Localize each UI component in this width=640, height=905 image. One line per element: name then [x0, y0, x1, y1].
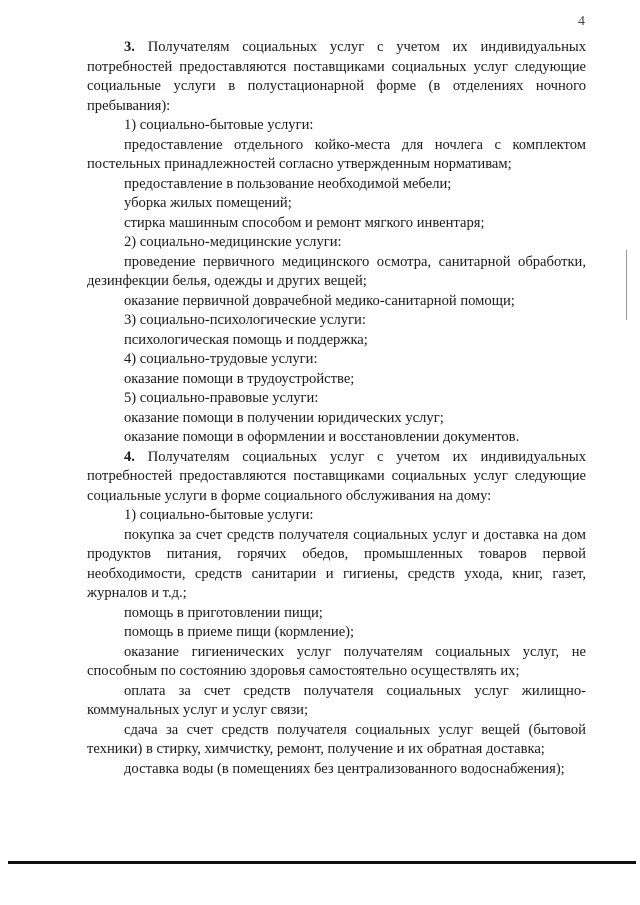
- list-item: оказание гигиенических услуг получателям социальных услуг, не способным по состоянию здоровья самостоятельно осуществлять их;: [87, 643, 586, 679]
- list-item: проведение первичного медицинского осмотра, санитарной обработки, дезинфекции белья, одежды и других вещей;: [87, 253, 586, 289]
- list-heading: 5) социально-правовые услуги:: [124, 390, 319, 406]
- list-item: психологическая помощь и поддержка;: [124, 331, 368, 348]
- list-item: доставка воды (в помещениях без централизованного водоснабжения);: [124, 760, 565, 777]
- document-body: [87, 38, 586, 779]
- list-heading: 2) социально-медицинские услуги:: [124, 234, 342, 250]
- paragraph-text: Получателям социальных услуг с учетом их индивидуальных потребностей предоставляются поставщиками социальных услуг следующие социальные услуги в форме социального обслуживания на дому:: [87, 448, 586, 504]
- paragraph-3: [87, 38, 586, 116]
- list-item: стирка машинным способом и ремонт мягкого инвентаря;: [124, 214, 485, 231]
- paragraph-4: [87, 448, 586, 507]
- list-item: оказание помощи в получении юридических услуг;: [124, 409, 444, 426]
- list-item: помощь в приеме пищи (кормление);: [124, 624, 355, 640]
- list-heading: 1) социально-бытовые услуги:: [124, 117, 314, 133]
- list-heading: 3) социально-психологические услуги:: [124, 312, 366, 328]
- list-heading: 4) социально-трудовые услуги:: [124, 351, 318, 367]
- page-number: 4: [578, 14, 585, 29]
- paragraph-number: 3.: [124, 39, 135, 55]
- list-item: уборка жилых помещений;: [124, 195, 292, 211]
- list-item: покупка за счет средств получателя социальных услуг и доставка на дом продуктов питания, горячих обедов, промышленных товаров первой необходимости, средств санитарии и гигиены, средств ухода, книг, газет, журналов и т.д.;: [87, 526, 586, 601]
- list-item: оказание помощи в оформлении и восстановлении документов.: [124, 429, 520, 445]
- scan-artifact: [626, 250, 627, 320]
- list-item: предоставление отдельного койко-места для ночлега с комплектом постельных принадлежностей согласно утвержденным нормативам;: [87, 136, 586, 172]
- list-heading: 1) социально-бытовые услуги:: [124, 507, 314, 523]
- list-item: помощь в приготовлении пищи;: [124, 604, 323, 621]
- list-item: оказание помощи в трудоустройстве;: [124, 370, 355, 387]
- paragraph-number: 4.: [124, 448, 135, 465]
- paragraph-text: Получателям социальных услуг с учетом их индивидуальных потребностей предоставляются поставщиками социальных услуг следующие социальные услуги в полустационарной форме (в отделениях ночного пребывания):: [87, 39, 586, 114]
- page-bottom-rule: [8, 861, 636, 864]
- list-item: оплата за счет средств получателя социальных услуг жилищно-коммунальных услуг и услуг связи;: [87, 682, 586, 718]
- list-item: сдача за счет средств получателя социальных услуг вещей (бытовой техники) в стирку, химчистку, ремонт, получение и их обратная доставка;: [87, 721, 586, 757]
- list-item: предоставление в пользование необходимой мебели;: [124, 175, 452, 192]
- list-item: оказание первичной доврачебной медико-санитарной помощи;: [124, 292, 515, 309]
